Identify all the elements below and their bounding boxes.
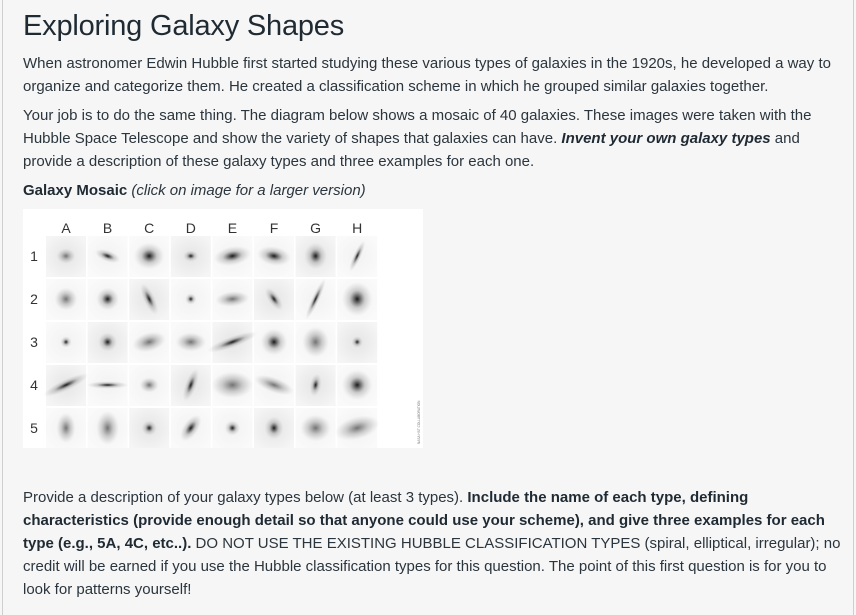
mosaic-column-label: F — [269, 220, 279, 236]
galaxy-tile — [171, 279, 211, 320]
galaxy-tile — [296, 236, 336, 277]
galaxy-mosaic-image[interactable] — [23, 209, 423, 448]
task-text-1: Your job is to do the same thing. The diagram below shows a mosaic of 40 galaxies. These images were taken with the Hubble Space Telescope and show the variety of shapes that galaxies can have. — [23, 107, 812, 147]
galaxy-tile — [337, 236, 377, 277]
galaxy-tile — [88, 236, 128, 277]
mosaic-column-label: E — [227, 220, 238, 236]
instructions-bold: Include the name of each type, defining characteristics (provide enough detail so that anyone could use your scheme), and give three examples for each type (e.g., 5A, 4C, etc..). — [23, 489, 825, 552]
task-text-2: and provide a description of these galaxy types and three examples for each one. — [23, 130, 800, 170]
galaxy-tile — [205, 322, 259, 363]
mosaic-caption-hint: (click on image for a larger version) — [131, 182, 366, 199]
mosaic-column-label: G — [310, 220, 322, 236]
mosaic-column-label: D — [185, 220, 196, 236]
task-emphasis: Invent your own galaxy types — [561, 130, 771, 147]
galaxy-tile — [296, 277, 336, 322]
galaxy-tile — [129, 365, 169, 406]
galaxy-tile — [46, 236, 86, 277]
task-paragraph — [23, 104, 843, 173]
mosaic-row-label: 1 — [30, 248, 38, 264]
mosaic-caption — [23, 179, 843, 202]
galaxy-tile — [88, 322, 128, 363]
galaxy-tile — [88, 408, 128, 448]
galaxy-tile — [254, 236, 294, 277]
instructions-text-1: Provide a description of your galaxy types below (at least 3 types). — [23, 489, 468, 506]
galaxy-tile — [337, 365, 377, 406]
galaxy-tile — [254, 322, 294, 363]
mosaic-column-label: H — [352, 220, 363, 236]
intro-paragraph: When astronomer Edwin Hubble first started studying these various types of galaxies in the 1920s, he developed a way to organize and categorize them. He created a classification scheme in which he grouped similar galaxies together. — [23, 55, 831, 95]
galaxy-tile — [87, 365, 129, 406]
galaxy-tile — [332, 408, 382, 448]
mosaic-row-label: 5 — [30, 420, 38, 436]
galaxy-tile — [171, 322, 211, 363]
galaxy-tile — [337, 279, 377, 320]
galaxy-tile — [337, 322, 377, 363]
mosaic-column-label: C — [144, 220, 155, 236]
mosaic-credit: NASA HST COLLABORATION — [417, 400, 421, 444]
galaxy-mosaic-graphic — [23, 209, 423, 448]
galaxy-tile — [254, 408, 294, 448]
mosaic-caption-label: Galaxy Mosaic — [23, 182, 128, 199]
mosaic-row-label: 3 — [30, 334, 38, 350]
galaxy-tile — [254, 279, 294, 320]
galaxy-tile — [129, 408, 169, 448]
mosaic-column-label: B — [102, 220, 113, 236]
galaxy-tile — [46, 322, 86, 363]
galaxy-tile — [129, 236, 169, 277]
galaxy-tile — [171, 408, 211, 448]
galaxy-tile — [46, 408, 86, 448]
galaxy-tile — [46, 279, 86, 320]
galaxy-tile — [296, 322, 336, 363]
mosaic-row-label: 4 — [30, 377, 38, 393]
galaxy-tile — [252, 365, 296, 406]
instructions-paragraph — [23, 486, 845, 601]
instructions-text-2: DO NOT USE THE EXISTING HUBBLE CLASSIFICATION TYPES (spiral, elliptical, irregular); no credit will be earned if you use the Hubble classification types for this question. The point of this first question is for you to look for patterns yourself! — [23, 535, 841, 598]
galaxy-tile — [212, 236, 253, 277]
page-title: Exploring Galaxy Shapes — [23, 10, 345, 42]
galaxy-tile — [296, 365, 336, 406]
galaxy-tile — [212, 279, 252, 320]
galaxy-tile — [129, 279, 169, 320]
galaxy-tile — [88, 279, 128, 320]
galaxy-tile — [212, 365, 254, 406]
galaxy-tile — [296, 408, 336, 448]
galaxy-tile — [171, 365, 211, 406]
mosaic-column-label: A — [61, 220, 71, 236]
mosaic-row-label: 2 — [30, 291, 38, 307]
galaxy-tile — [41, 365, 91, 406]
galaxy-tile — [212, 408, 252, 448]
galaxy-tile — [129, 322, 169, 363]
galaxy-tile — [171, 236, 211, 277]
